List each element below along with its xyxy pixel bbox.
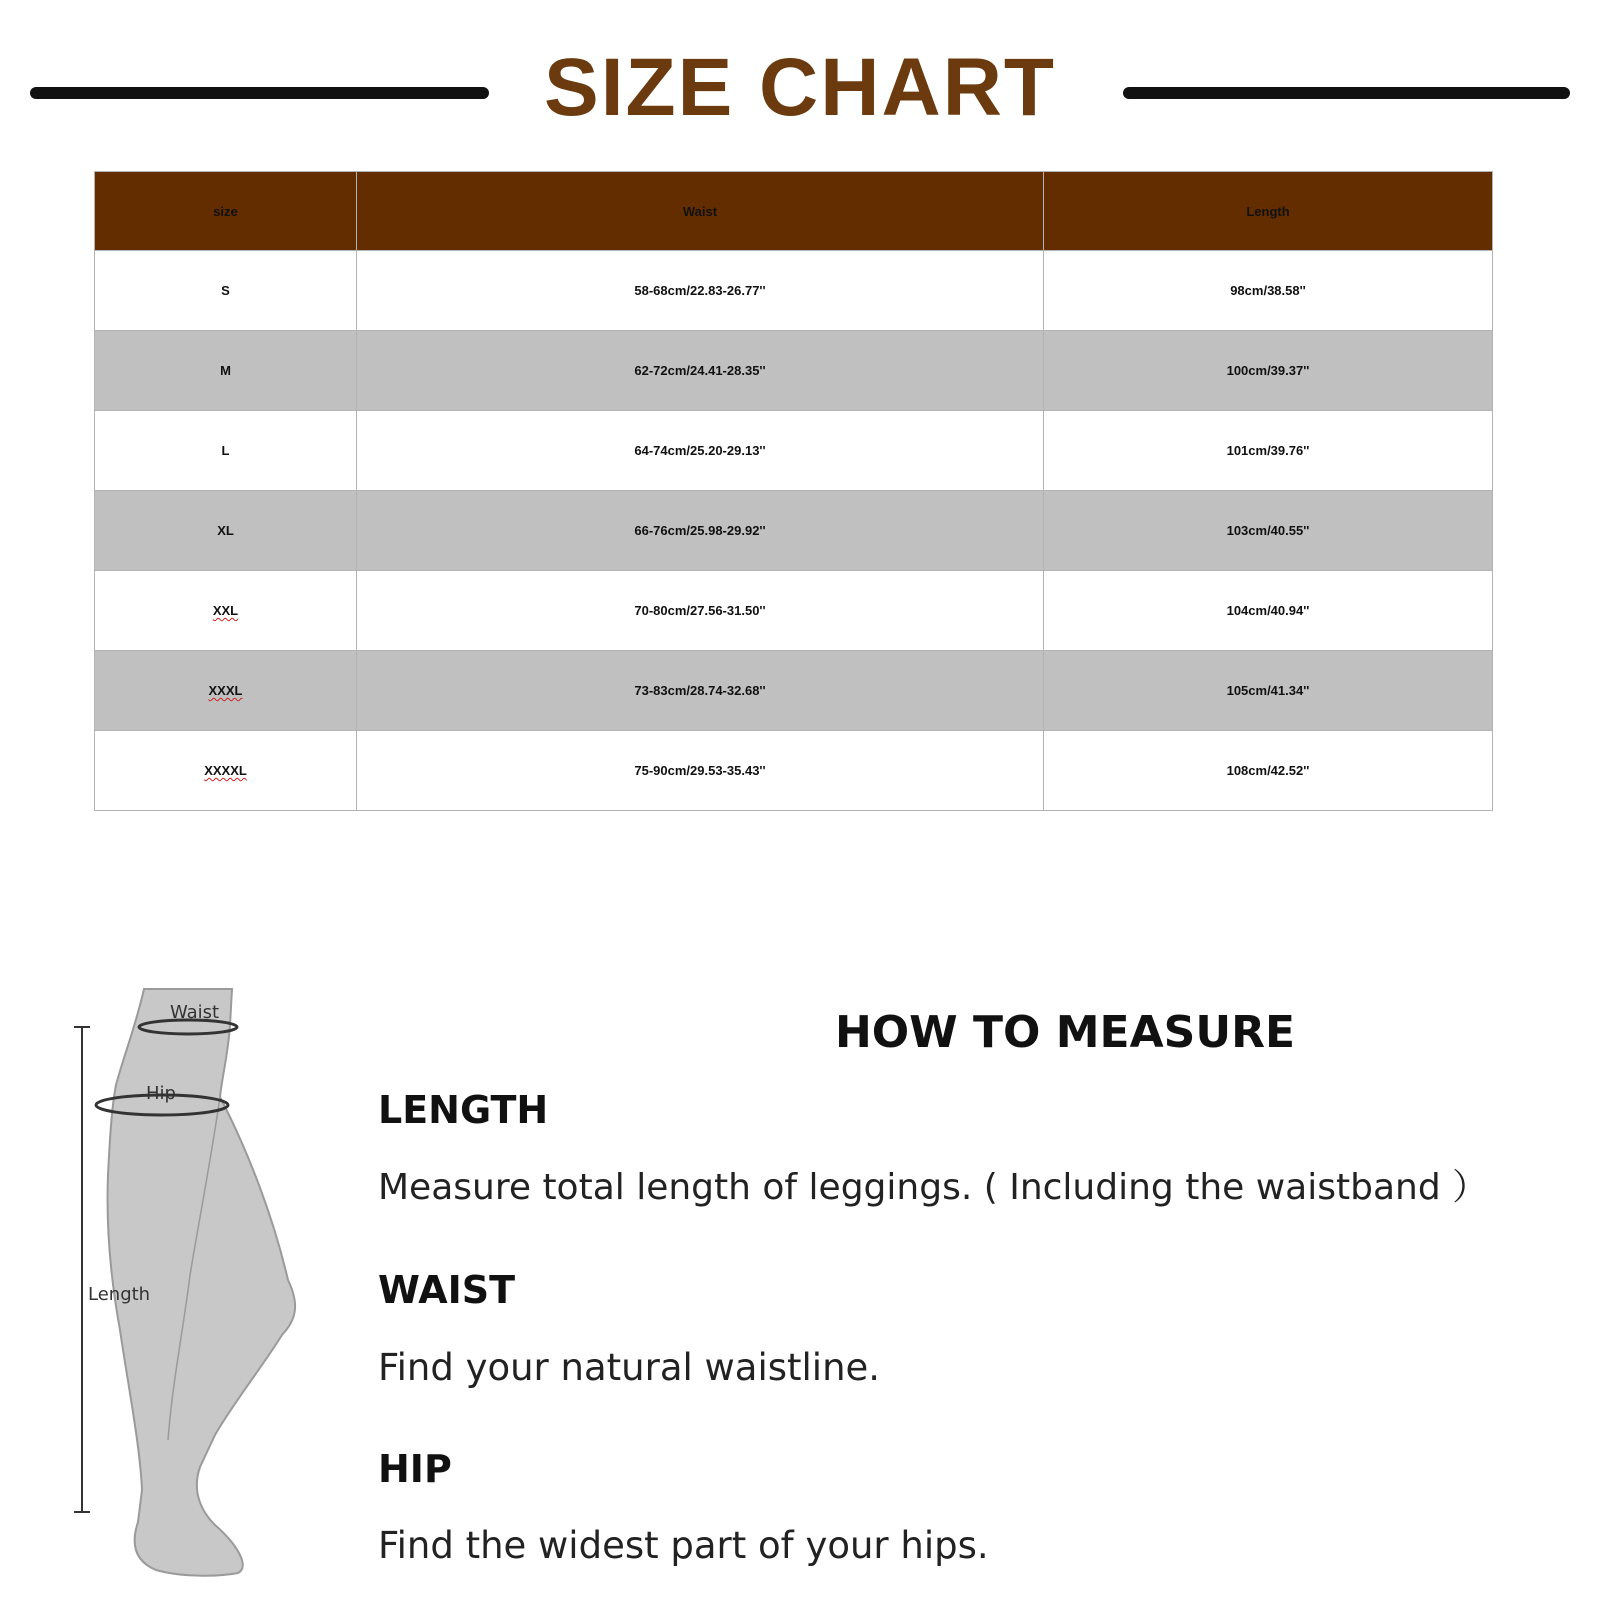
size-cell: XL	[95, 491, 357, 571]
size-cell	[95, 651, 357, 731]
waist-label: Waist	[170, 1002, 220, 1023]
hip-instruction: Find the widest part of your hips.	[378, 1524, 989, 1567]
hip-heading: HIP	[378, 1447, 452, 1491]
waist-instruction: Find your natural waistline.	[378, 1346, 881, 1389]
hip-label: Hip	[146, 1083, 176, 1104]
table-row	[95, 651, 1493, 731]
length-instruction: Measure total length of leggings. ( Including the waistband ）	[378, 1167, 1489, 1208]
waist-cell: 66-76cm/25.98-29.92''	[357, 491, 1044, 571]
waist-cell: 75-90cm/29.53-35.43''	[357, 731, 1044, 811]
waist-cell: 62-72cm/24.41-28.35''	[357, 331, 1044, 411]
length-cell: 103cm/40.55''	[1044, 491, 1493, 571]
length-cell: 98cm/38.58''	[1044, 251, 1493, 331]
leggings-silhouette	[108, 989, 296, 1576]
length-cell: 104cm/40.94''	[1044, 571, 1493, 651]
size-chart-table	[94, 171, 1493, 811]
table-row	[95, 251, 1493, 331]
length-label: Length	[88, 1284, 151, 1305]
waist-heading: WAIST	[378, 1268, 516, 1312]
length-indicator	[74, 1027, 90, 1512]
column-header-length: Length	[1044, 172, 1493, 251]
column-header-waist: Waist	[357, 172, 1044, 251]
size-label: XXXXL	[204, 763, 247, 778]
table-row	[95, 571, 1493, 651]
waist-cell: 70-80cm/27.56-31.50''	[357, 571, 1044, 651]
size-cell	[95, 731, 357, 811]
length-cell: 101cm/39.76''	[1044, 411, 1493, 491]
page-title: SIZE CHART	[544, 42, 1056, 133]
size-label: XXXL	[208, 683, 243, 698]
header-rule-left	[30, 87, 489, 99]
size-cell: S	[95, 251, 357, 331]
table-header-row	[95, 172, 1493, 251]
size-cell: M	[95, 331, 357, 411]
size-cell	[95, 571, 357, 651]
waist-cell: 73-83cm/28.74-32.68''	[357, 651, 1044, 731]
length-heading: LENGTH	[378, 1088, 549, 1132]
waist-cell: 58-68cm/22.83-26.77''	[357, 251, 1044, 331]
size-cell: L	[95, 411, 357, 491]
waist-cell: 64-74cm/25.20-29.13''	[357, 411, 1044, 491]
size-label: XXL	[212, 603, 239, 618]
table-row	[95, 731, 1493, 811]
leggings-diagram	[60, 985, 330, 1595]
length-cell: 100cm/39.37''	[1044, 331, 1493, 411]
length-cell: 108cm/42.52''	[1044, 731, 1493, 811]
table-row	[95, 411, 1493, 491]
length-cell: 105cm/41.34''	[1044, 651, 1493, 731]
how-to-measure-title: HOW TO MEASURE	[834, 1007, 1296, 1058]
column-header-size: size	[95, 172, 357, 251]
header-rule-right	[1123, 87, 1570, 99]
table-row	[95, 491, 1493, 571]
table-row	[95, 331, 1493, 411]
